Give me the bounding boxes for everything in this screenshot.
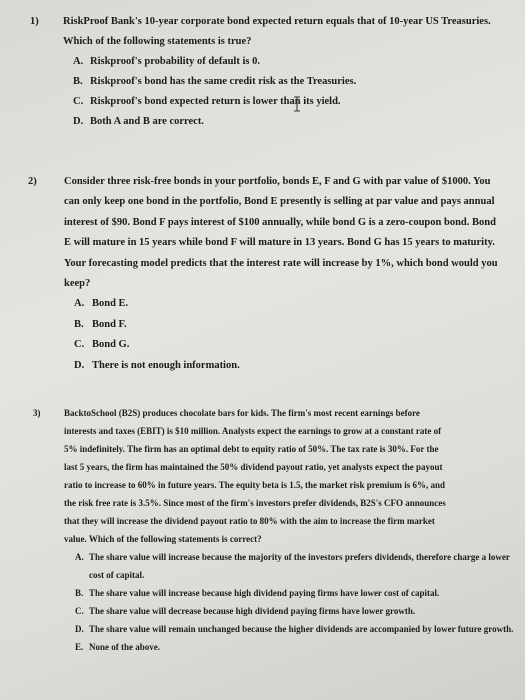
question-line: interest of $90. Bond F pays interest of $100 annually, while bond G is a zero-coupon bond. Bond: [64, 216, 496, 228]
question-line: Your forecasting model predicts that the interest rate will increase by 1%, which bond would you: [64, 257, 498, 269]
answer-option-d: [75, 620, 515, 638]
question-number: 2): [28, 176, 37, 187]
question-number: 1): [30, 16, 39, 27]
answer-option-d: [73, 112, 522, 132]
question-line: value. Which of the following statements is correct?: [64, 534, 262, 544]
option-letter: A.: [75, 552, 84, 562]
question-line: interests and taxes (EBIT) is $10 million. Analysts expect the earnings to grow at a constant rate of: [64, 426, 442, 436]
answer-option-b: [73, 72, 522, 92]
question-line: RiskProof Bank's 10-year corporate bond expected return equals that of 10-year US Treasuries.: [63, 16, 491, 27]
option-text: None of the above.: [89, 642, 160, 652]
question-1: [30, 12, 522, 132]
question-line: 5% indefinitely. The firm has an optimal debt to equity ratio of 50%. The tax rate is 30%. For the: [64, 444, 439, 454]
question-line: last 5 years, the firm has maintained the 50% dividend payout ratio, yet analysts expect the payout: [64, 462, 443, 472]
option-letter: A.: [74, 298, 85, 310]
question-line: BacktoSchool (B2S) produces chocolate bars for kids. The firm's most recent earnings before: [64, 408, 420, 418]
answer-options: [33, 548, 515, 656]
question-text: [30, 12, 522, 52]
question-line: E will mature in 15 years while bond F will mature in 13 years. Bond G has 15 years to maturity.: [64, 237, 495, 249]
question-line: can only keep one bond in the portfolio, Bond E presently is selling at par value and pays annual: [64, 196, 495, 208]
text-cursor-icon: [293, 96, 301, 112]
option-letter: B.: [73, 76, 83, 87]
answer-option-b: [75, 584, 515, 602]
option-text: Riskproof's probability of default is 0.: [90, 56, 260, 67]
option-letter: D.: [74, 359, 85, 371]
option-letter: C.: [75, 606, 84, 616]
answer-option-e: [75, 638, 515, 656]
option-letter: E.: [75, 642, 84, 652]
question-line: ratio to increase to 60% in future years. The equity beta is 1.5, the market risk premium is 6%, and: [64, 480, 446, 490]
option-text: Both A and B are correct.: [90, 116, 204, 127]
answer-option-a: [73, 52, 522, 72]
option-letter: D.: [75, 624, 84, 634]
question-line: Consider three risk-free bonds in your portfolio, bonds E, F and G with par value of $1000. You: [64, 176, 491, 187]
option-letter: B.: [74, 318, 84, 330]
option-letter: D.: [73, 116, 84, 127]
option-text: There is not enough information.: [92, 359, 240, 371]
answer-option-d: [74, 356, 520, 376]
question-number: 3): [33, 408, 41, 418]
question-line: the risk free rate is 3.5%. Since most of the firm's investors prefer dividends, B2S's CFO announces: [64, 498, 446, 508]
option-text: Bond F.: [92, 318, 127, 330]
option-text: Bond E.: [92, 298, 129, 310]
answer-option-b: [74, 315, 520, 335]
question-line: that they will increase the dividend payout ratio to 80% with the aim to increase the firm market: [64, 516, 435, 526]
question-text: [33, 404, 515, 548]
option-text: The share value will increase because the majority of the investors prefers dividends, therefore charge a lower cost of capital.: [89, 552, 510, 580]
question-3: [33, 404, 515, 656]
answer-option-a: [74, 294, 520, 314]
option-text: The share value will decrease because high dividend paying firms have lower growth.: [89, 606, 416, 616]
option-letter: C.: [73, 96, 84, 107]
answer-option-c: [74, 335, 520, 355]
question-line: keep?: [64, 278, 91, 290]
option-text: The share value will increase because high dividend paying firms have lower cost of capital.: [89, 588, 440, 598]
answer-options: [28, 294, 520, 376]
option-letter: A.: [73, 56, 84, 67]
option-letter: C.: [74, 339, 85, 351]
answer-options: [30, 52, 522, 132]
option-text: The share value will remain unchanged because the higher dividends are accompanied by lower future growth.: [89, 624, 514, 634]
answer-option-c: [75, 602, 515, 620]
option-letter: B.: [75, 588, 84, 598]
option-text: Riskproof's bond has the same credit risk as the Treasuries.: [90, 76, 357, 87]
question-2: [28, 172, 520, 376]
answer-option-a: [75, 548, 515, 584]
option-text: Bond G.: [92, 339, 130, 351]
option-text: Riskproof's bond expected return is lower than its yield.: [90, 96, 341, 107]
question-line: Which of the following statements is true?: [63, 36, 252, 47]
question-text: [28, 172, 520, 294]
